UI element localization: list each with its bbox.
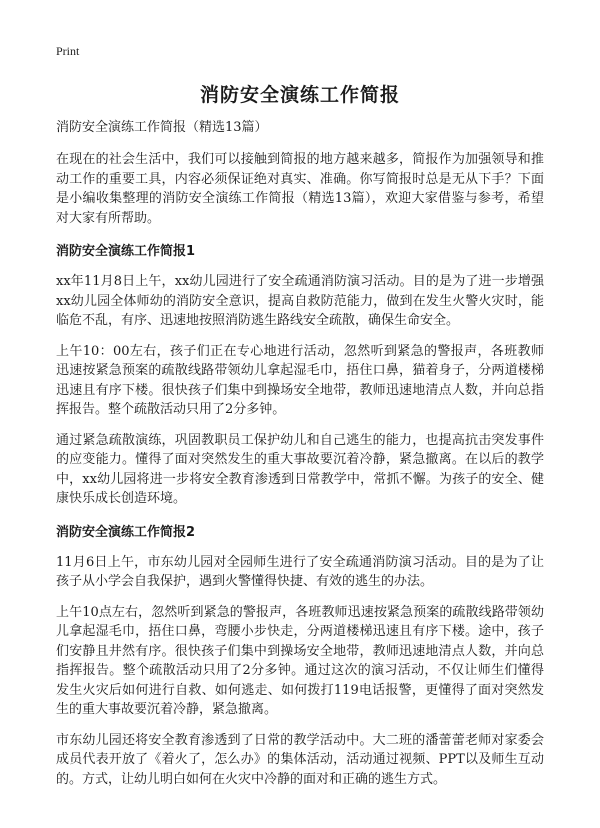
print-link[interactable]: Print [56,44,80,58]
section-paragraph: 市东幼儿园还将安全教育渗透到了日常的教学活动中。大二班的潘蕾蕾老师对家委会成员代表开放了《着火了，怎么办》的集体活动，活动通过视频、PPT以及师生互动的。方式，让幼儿明白如何在火灾中冷静的面对和正确的逃生方式。 [56,732,544,787]
section-paragraph: 上午10点左右，忽然听到紧急的警报声，各班教师迅速按紧急预案的疏散线路带领幼儿拿起湿毛巾，捂住口鼻，弯腰小步快走，分两道楼梯迅速且有序下楼。途中，孩子们安静且井然有序。很快孩子们集中到操场安全地带，教师迅速地清点人数，并向总指挥报告。整个疏散活动只用了2分多钟。通过这次的演习活动，不仅让师生们懂得发生火灾后如何进行自救、如何逃走、如何拨打119电话报警，更懂得了面对突然发生的重大事故要沉着冷静，紧急撤离。 [56,604,544,717]
intro-paragraph: 在现在的社会生活中，我们可以接触到简报的地方越来越多，简报作为加强领导和推动工作的重要工具，内容必须保证绝对真实、准确。你写简报时总是无从下手？下面是小编收集整理的消防安全演练工作简报（精选13篇），欢迎大家借鉴与参考，希望对大家有所帮助。 [56,152,544,226]
document-body [56,118,544,800]
section-paragraph: 通过紧急疏散演练，巩固教职员工保护幼儿和自己逃生的能力，也提高抗击突发事件的应变能力。懂得了面对突然发生的重大事故要沉着冷静，紧急撤离。在以后的教学中，xx幼儿园将进一步将安全教育渗透到日常教学中，常抓不懈。为孩子的安全、健康快乐成长创造环境。 [56,432,544,506]
section-paragraph: 11月6日上午，市东幼儿园对全园师生进行了安全疏通消防演习活动。目的是为了让孩子从小学会自我保护，遇到火警懂得快捷、有效的逃生的办法。 [56,554,544,589]
section-paragraph: 上午10：00左右，孩子们正在专心地进行活动，忽然听到紧急的警报声，各班教师迅速按紧急预案的疏散线路带领幼儿拿起湿毛巾，捂住口鼻，猫着身子，分两道楼梯迅速且有序下楼。很快孩子们集中到操场安全地带，教师迅速地清点人数，并向总指挥报告。整个疏散活动只用了2分多钟。 [56,343,544,417]
document-subtitle: 消防安全演练工作简报（精选13篇） [56,120,268,135]
section-heading: 消防安全演练工作简报2 [56,524,196,540]
document-title: 消防安全演练工作简报 [199,84,400,106]
section-paragraph: xx年11月8日上午，xx幼儿园进行了安全疏通消防演习活动。目的是为了进一步增强xx幼儿园全体师幼的消防安全意识，提高自救防范能力，做到在发生火警火灾时，能临危不乱，有序、迅速地按照消防逃生路线安全疏散，确保生命安全。 [56,274,544,328]
section-heading: 消防安全演练工作简报1 [56,244,196,259]
